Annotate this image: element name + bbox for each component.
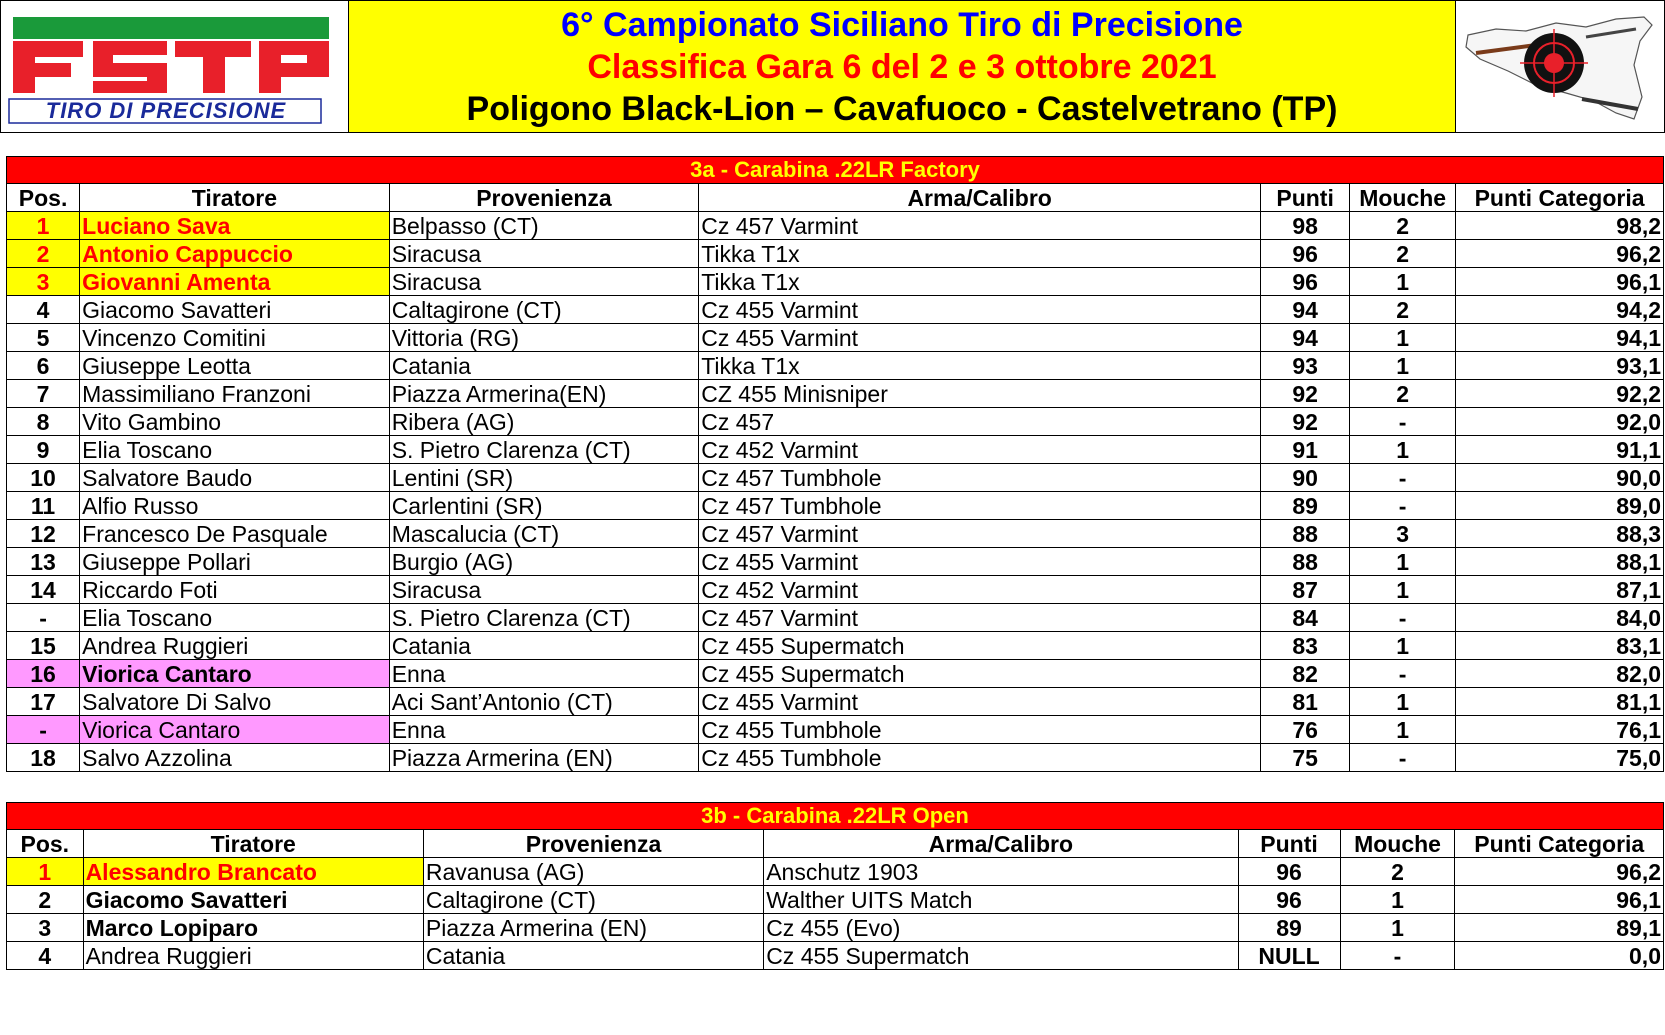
table-row (7, 240, 1664, 268)
table-row (7, 744, 1664, 772)
points-cell: 92 (1261, 380, 1350, 408)
points-cell: 87 (1261, 576, 1350, 604)
shooter-name: Antonio Cappuccio (80, 240, 390, 268)
table-row (7, 296, 1664, 324)
table-row (7, 632, 1664, 660)
col-provenienza: Provenienza (423, 830, 763, 858)
origin-cell: Siracusa (389, 240, 699, 268)
pos-cell: 7 (7, 380, 80, 408)
points-cell: 96 (1238, 858, 1340, 886)
logo-subtitle: TIRO DI PRECISIONE (45, 98, 287, 123)
weapon-cell: Cz 457 Tumbhole (699, 464, 1261, 492)
points-cell: 89 (1261, 492, 1350, 520)
origin-cell: Catania (423, 942, 763, 970)
mouche-cell: 1 (1350, 688, 1456, 716)
table-row (7, 576, 1664, 604)
weapon-cell: Cz 455 Varmint (699, 688, 1261, 716)
points-cell: NULL (1238, 942, 1340, 970)
mouche-cell: 2 (1350, 212, 1456, 240)
origin-cell: Vittoria (RG) (389, 324, 699, 352)
origin-cell: Caltagirone (CT) (389, 296, 699, 324)
shooter-name: Giovanni Amenta (80, 268, 390, 296)
weapon-cell: Cz 452 Varmint (699, 576, 1261, 604)
origin-cell: Siracusa (389, 268, 699, 296)
category-points-cell: 89,1 (1455, 914, 1664, 942)
weapon-cell: Cz 455 Supermatch (699, 632, 1261, 660)
weapon-cell: Tikka T1x (699, 268, 1261, 296)
mouche-cell: 1 (1350, 548, 1456, 576)
ranking-table-open (6, 802, 1664, 970)
origin-cell: Lentini (SR) (389, 464, 699, 492)
mouche-cell: - (1350, 464, 1456, 492)
category-points-cell: 94,2 (1456, 296, 1664, 324)
col-tiratore: Tiratore (80, 184, 390, 212)
origin-cell: Ribera (AG) (389, 408, 699, 436)
category-points-cell: 96,1 (1455, 886, 1664, 914)
col-mouche: Mouche (1350, 184, 1456, 212)
shooter-name: Elia Toscano (80, 604, 390, 632)
section-title-factory: 3a - Carabina .22LR Factory (7, 157, 1664, 184)
shooter-name: Viorica Cantaro (80, 716, 390, 744)
shooter-name: Giacomo Savatteri (83, 886, 423, 914)
table-header-row (7, 184, 1664, 212)
mouche-cell: 2 (1350, 380, 1456, 408)
weapon-cell: Cz 452 Varmint (699, 436, 1261, 464)
ranking-table-factory (6, 156, 1664, 772)
shooter-name: Francesco De Pasquale (80, 520, 390, 548)
shooter-name: Vincenzo Comitini (80, 324, 390, 352)
points-cell: 94 (1261, 324, 1350, 352)
weapon-cell: Cz 455 Varmint (699, 296, 1261, 324)
title-block (349, 1, 1456, 132)
category-points-cell: 84,0 (1456, 604, 1664, 632)
shooter-name: Giacomo Savatteri (80, 296, 390, 324)
table-row (7, 660, 1664, 688)
table-row (7, 352, 1664, 380)
weapon-cell: Cz 455 Varmint (699, 324, 1261, 352)
table-row (7, 858, 1664, 886)
col-arma: Arma/Calibro (764, 830, 1238, 858)
col-arma: Arma/Calibro (699, 184, 1261, 212)
pos-cell: 17 (7, 688, 80, 716)
points-cell: 82 (1261, 660, 1350, 688)
pos-cell: 2 (7, 886, 84, 914)
table-row (7, 408, 1664, 436)
shooter-name: Riccardo Foti (80, 576, 390, 604)
table-row (7, 436, 1664, 464)
category-points-cell: 91,1 (1456, 436, 1664, 464)
shooter-name: Marco Lopiparo (83, 914, 423, 942)
pos-cell: 1 (7, 212, 80, 240)
page-header (0, 0, 1665, 133)
points-cell: 84 (1261, 604, 1350, 632)
category-points-cell: 75,0 (1456, 744, 1664, 772)
col-pos: Pos. (7, 184, 80, 212)
category-points-cell: 88,1 (1456, 548, 1664, 576)
weapon-cell: Cz 457 Tumbhole (699, 492, 1261, 520)
mouche-cell: - (1350, 744, 1456, 772)
fstp-logo (1, 1, 349, 132)
pos-cell: - (7, 716, 80, 744)
mouche-cell: 2 (1350, 240, 1456, 268)
shooter-name: Alessandro Brancato (83, 858, 423, 886)
category-points-cell: 82,0 (1456, 660, 1664, 688)
shooter-name: Vito Gambino (80, 408, 390, 436)
origin-cell: Catania (389, 352, 699, 380)
shooter-name: Luciano Sava (80, 212, 390, 240)
col-provenienza: Provenienza (389, 184, 699, 212)
origin-cell: Piazza Armerina (EN) (389, 744, 699, 772)
mouche-cell: 1 (1340, 886, 1455, 914)
pos-cell: 18 (7, 744, 80, 772)
category-points-cell: 94,1 (1456, 324, 1664, 352)
shooter-name: Massimiliano Franzoni (80, 380, 390, 408)
weapon-cell: Cz 455 (Evo) (764, 914, 1238, 942)
origin-cell: Ravanusa (AG) (423, 858, 763, 886)
mouche-cell: 1 (1350, 576, 1456, 604)
weapon-cell: Cz 455 Varmint (699, 548, 1261, 576)
pos-cell: 16 (7, 660, 80, 688)
shooter-name: Giuseppe Pollari (80, 548, 390, 576)
mouche-cell: 1 (1350, 324, 1456, 352)
col-punti-categoria: Punti Categoria (1456, 184, 1664, 212)
pos-cell: 14 (7, 576, 80, 604)
origin-cell: Belpasso (CT) (389, 212, 699, 240)
col-punti: Punti (1261, 184, 1350, 212)
pos-cell: 5 (7, 324, 80, 352)
category-points-cell: 92,2 (1456, 380, 1664, 408)
points-cell: 98 (1261, 212, 1350, 240)
points-cell: 88 (1261, 520, 1350, 548)
table-row (7, 716, 1664, 744)
mouche-cell: 1 (1350, 268, 1456, 296)
points-cell: 92 (1261, 408, 1350, 436)
weapon-cell: Cz 455 Tumbhole (699, 716, 1261, 744)
pos-cell: 1 (7, 858, 84, 886)
points-cell: 91 (1261, 436, 1350, 464)
weapon-cell: Anschutz 1903 (764, 858, 1238, 886)
origin-cell: Enna (389, 716, 699, 744)
mouche-cell: 1 (1350, 436, 1456, 464)
weapon-cell: CZ 455 Minisniper (699, 380, 1261, 408)
col-punti: Punti (1238, 830, 1340, 858)
pos-cell: 10 (7, 464, 80, 492)
category-points-cell: 96,2 (1456, 240, 1664, 268)
points-cell: 81 (1261, 688, 1350, 716)
category-points-cell: 76,1 (1456, 716, 1664, 744)
table-row (7, 520, 1664, 548)
mouche-cell: 1 (1350, 632, 1456, 660)
shooter-name: Andrea Ruggieri (80, 632, 390, 660)
weapon-cell: Cz 457 Varmint (699, 212, 1261, 240)
category-points-cell: 81,1 (1456, 688, 1664, 716)
col-mouche: Mouche (1340, 830, 1455, 858)
pos-cell: 13 (7, 548, 80, 576)
table-row (7, 548, 1664, 576)
table-row (7, 604, 1664, 632)
pos-cell: 15 (7, 632, 80, 660)
points-cell: 94 (1261, 296, 1350, 324)
origin-cell: Enna (389, 660, 699, 688)
mouche-cell: 2 (1340, 858, 1455, 886)
mouche-cell: 3 (1350, 520, 1456, 548)
weapon-cell: Cz 455 Supermatch (764, 942, 1238, 970)
origin-cell: Siracusa (389, 576, 699, 604)
origin-cell: S. Pietro Clarenza (CT) (389, 604, 699, 632)
category-points-cell: 92,0 (1456, 408, 1664, 436)
shooter-name: Salvo Azzolina (80, 744, 390, 772)
shooter-name: Viorica Cantaro (80, 660, 390, 688)
mouche-cell: - (1350, 604, 1456, 632)
mouche-cell: - (1340, 942, 1455, 970)
points-cell: 83 (1261, 632, 1350, 660)
weapon-cell: Walther UITS Match (764, 886, 1238, 914)
col-pos: Pos. (7, 830, 84, 858)
pos-cell: 3 (7, 914, 84, 942)
table-row (7, 492, 1664, 520)
mouche-cell: 1 (1340, 914, 1455, 942)
pos-cell: 2 (7, 240, 80, 268)
shooter-name: Giuseppe Leotta (80, 352, 390, 380)
weapon-cell: Tikka T1x (699, 240, 1261, 268)
shooter-name: Elia Toscano (80, 436, 390, 464)
weapon-cell: Cz 455 Tumbhole (699, 744, 1261, 772)
table-row (7, 324, 1664, 352)
pos-cell: 6 (7, 352, 80, 380)
points-cell: 88 (1261, 548, 1350, 576)
pos-cell: 4 (7, 942, 84, 970)
mouche-cell: - (1350, 660, 1456, 688)
pos-cell: 4 (7, 296, 80, 324)
championship-title: 6° Campionato Siciliano Tiro di Precisione (561, 5, 1243, 44)
table-row (7, 942, 1664, 970)
points-cell: 96 (1261, 240, 1350, 268)
pos-cell: 12 (7, 520, 80, 548)
origin-cell: S. Pietro Clarenza (CT) (389, 436, 699, 464)
points-cell: 76 (1261, 716, 1350, 744)
category-points-cell: 83,1 (1456, 632, 1664, 660)
mouche-cell: 1 (1350, 352, 1456, 380)
weapon-cell: Cz 457 (699, 408, 1261, 436)
section-title-open: 3b - Carabina .22LR Open (7, 803, 1664, 830)
col-punti-categoria: Punti Categoria (1455, 830, 1664, 858)
pos-cell: 3 (7, 268, 80, 296)
table-row (7, 212, 1664, 240)
sicily-map-icon (1456, 1, 1662, 132)
sicily-emblem (1456, 1, 1664, 132)
table-row (7, 688, 1664, 716)
table-row (7, 268, 1664, 296)
category-points-cell: 98,2 (1456, 212, 1664, 240)
pos-cell: 11 (7, 492, 80, 520)
pos-cell: 9 (7, 436, 80, 464)
mouche-cell: 2 (1350, 296, 1456, 324)
mouche-cell: 1 (1350, 716, 1456, 744)
origin-cell: Mascalucia (CT) (389, 520, 699, 548)
points-cell: 75 (1261, 744, 1350, 772)
shooter-name: Alfio Russo (80, 492, 390, 520)
origin-cell: Aci Sant’Antonio (CT) (389, 688, 699, 716)
origin-cell: Carlentini (SR) (389, 492, 699, 520)
mouche-cell: - (1350, 492, 1456, 520)
table-row (7, 886, 1664, 914)
category-points-cell: 96,2 (1455, 858, 1664, 886)
points-cell: 96 (1261, 268, 1350, 296)
race-title: Classifica Gara 6 del 2 e 3 ottobre 2021 (587, 47, 1217, 86)
weapon-cell: Tikka T1x (699, 352, 1261, 380)
category-points-cell: 96,1 (1456, 268, 1664, 296)
table-row (7, 464, 1664, 492)
table-row (7, 380, 1664, 408)
table-row (7, 914, 1664, 942)
table-header-row (7, 830, 1664, 858)
category-points-cell: 90,0 (1456, 464, 1664, 492)
category-points-cell: 87,1 (1456, 576, 1664, 604)
origin-cell: Catania (389, 632, 699, 660)
points-cell: 93 (1261, 352, 1350, 380)
weapon-cell: Cz 457 Varmint (699, 604, 1261, 632)
origin-cell: Burgio (AG) (389, 548, 699, 576)
category-points-cell: 88,3 (1456, 520, 1664, 548)
shooter-name: Salvatore Baudo (80, 464, 390, 492)
pos-cell: 8 (7, 408, 80, 436)
col-tiratore: Tiratore (83, 830, 423, 858)
origin-cell: Caltagirone (CT) (423, 886, 763, 914)
weapon-cell: Cz 455 Supermatch (699, 660, 1261, 688)
points-cell: 96 (1238, 886, 1340, 914)
origin-cell: Piazza Armerina(EN) (389, 380, 699, 408)
shooter-name: Andrea Ruggieri (83, 942, 423, 970)
shooter-name: Salvatore Di Salvo (80, 688, 390, 716)
origin-cell: Piazza Armerina (EN) (423, 914, 763, 942)
points-cell: 90 (1261, 464, 1350, 492)
pos-cell: - (7, 604, 80, 632)
points-cell: 89 (1238, 914, 1340, 942)
weapon-cell: Cz 457 Varmint (699, 520, 1261, 548)
category-points-cell: 0,0 (1455, 942, 1664, 970)
category-points-cell: 93,1 (1456, 352, 1664, 380)
mouche-cell: - (1350, 408, 1456, 436)
venue-title: Poligono Black-Lion – Cavafuoco - Castelvetrano (TP) (466, 89, 1338, 128)
category-points-cell: 89,0 (1456, 492, 1664, 520)
